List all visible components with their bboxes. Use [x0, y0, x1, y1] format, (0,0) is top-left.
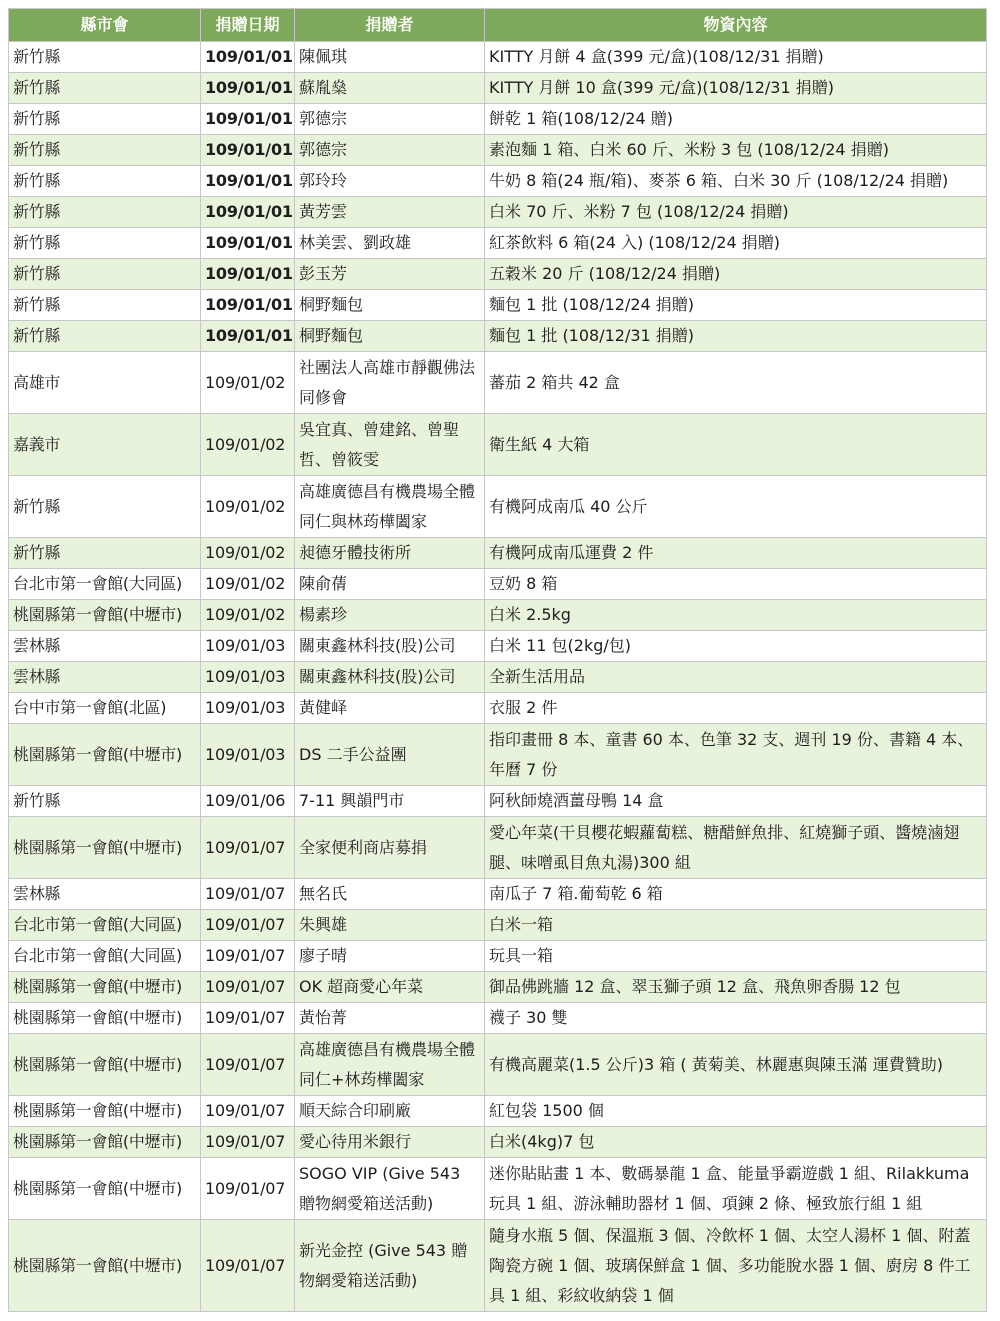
donor-cell: 朱興雄 [295, 910, 485, 941]
table-row [9, 1096, 987, 1127]
date-cell: 109/01/07 [201, 941, 295, 972]
donor-cell: DS 二手公益團 [295, 724, 485, 786]
date-cell: 109/01/02 [201, 352, 295, 414]
donation-table [8, 8, 987, 1312]
county-cell: 桃園縣第一會館(中壢市) [9, 1127, 201, 1158]
items-cell: 全新生活用品 [485, 662, 987, 693]
donor-cell: 楊素珍 [295, 600, 485, 631]
donor-cell: 高雄廣德昌有機農場全體同仁與林荺樺闔家 [295, 476, 485, 538]
county-cell: 新竹縣 [9, 135, 201, 166]
county-cell: 台北市第一會館(大同區) [9, 941, 201, 972]
donor-cell: 高雄廣德昌有機農場全體同仁+林荺樺闔家 [295, 1034, 485, 1096]
date-cell: 109/01/06 [201, 786, 295, 817]
items-cell: 牛奶 8 箱(24 瓶/箱)、麥茶 6 箱、白米 30 斤 (108/12/24 捐贈) [485, 166, 987, 197]
date-cell: 109/01/01 [201, 321, 295, 352]
items-cell: 豆奶 8 箱 [485, 569, 987, 600]
date-cell: 109/01/01 [201, 290, 295, 321]
county-cell: 新竹縣 [9, 42, 201, 73]
table-row [9, 693, 987, 724]
date-cell: 109/01/03 [201, 724, 295, 786]
date-cell: 109/01/03 [201, 631, 295, 662]
items-cell: 指印畫冊 8 本、童書 60 本、色筆 32 支、週刊 19 份、書籍 4 本、年曆 7 份 [485, 724, 987, 786]
county-cell: 桃園縣第一會館(中壢市) [9, 1220, 201, 1312]
items-cell: 愛心年菜(干貝櫻花蝦蘿蔔糕、糖醋鮮魚排、紅燒獅子頭、醬燒滷翅腿、味噌虱目魚丸湯)300 組 [485, 817, 987, 879]
items-cell: KITTY 月餅 4 盒(399 元/盒)(108/12/31 捐贈) [485, 42, 987, 73]
table-row [9, 166, 987, 197]
items-cell: 有機阿成南瓜 40 公斤 [485, 476, 987, 538]
table-row [9, 941, 987, 972]
county-cell: 雲林縣 [9, 879, 201, 910]
donor-cell: 郭德宗 [295, 135, 485, 166]
table-row [9, 1003, 987, 1034]
table-row [9, 135, 987, 166]
items-cell: 白米(4kg)7 包 [485, 1127, 987, 1158]
date-cell: 109/01/02 [201, 414, 295, 476]
donor-cell: 黃芳雲 [295, 197, 485, 228]
date-cell: 109/01/01 [201, 73, 295, 104]
date-cell: 109/01/01 [201, 166, 295, 197]
table-header-row [9, 9, 987, 42]
date-cell: 109/01/07 [201, 1127, 295, 1158]
table-row [9, 290, 987, 321]
donor-cell: 新光金控 (Give 543 贈物網愛箱送活動) [295, 1220, 485, 1312]
county-cell: 新竹縣 [9, 786, 201, 817]
donor-cell: 愛心待用米銀行 [295, 1127, 485, 1158]
county-cell: 桃園縣第一會館(中壢市) [9, 817, 201, 879]
date-cell: 109/01/01 [201, 135, 295, 166]
table-row [9, 197, 987, 228]
county-cell: 新竹縣 [9, 73, 201, 104]
table-row [9, 910, 987, 941]
items-cell: 五穀米 20 斤 (108/12/24 捐贈) [485, 259, 987, 290]
date-cell: 109/01/02 [201, 569, 295, 600]
donor-cell: 桐野麵包 [295, 321, 485, 352]
donor-cell: 廖子晴 [295, 941, 485, 972]
date-cell: 109/01/07 [201, 1220, 295, 1312]
donor-cell: 林美雲、劉政雄 [295, 228, 485, 259]
items-cell: 有機阿成南瓜運費 2 件 [485, 538, 987, 569]
county-cell: 台中市第一會館(北區) [9, 693, 201, 724]
table-row [9, 104, 987, 135]
county-cell: 新竹縣 [9, 259, 201, 290]
items-cell: KITTY 月餅 10 盒(399 元/盒)(108/12/31 捐贈) [485, 73, 987, 104]
date-cell: 109/01/07 [201, 1034, 295, 1096]
table-row [9, 879, 987, 910]
county-cell: 桃園縣第一會館(中壢市) [9, 1096, 201, 1127]
items-cell: 有機高麗菜(1.5 公斤)3 箱 ( 黃菊美、林麗惠與陳玉滿 運費贊助) [485, 1034, 987, 1096]
items-cell: 御品佛跳牆 12 盒、翠玉獅子頭 12 盒、飛魚卵香腸 12 包 [485, 972, 987, 1003]
table-row [9, 352, 987, 414]
county-cell: 新竹縣 [9, 321, 201, 352]
date-cell: 109/01/07 [201, 972, 295, 1003]
donor-cell: 陳俞蒨 [295, 569, 485, 600]
table-row [9, 73, 987, 104]
items-cell: 隨身水瓶 5 個、保溫瓶 3 個、冷飲杯 1 個、太空人湯杯 1 個、附蓋陶瓷方碗 1 個、玻璃保鮮盒 1 個、多功能脫水器 1 個、廚房 8 件工具 1 組、彩紋收納袋 1 個 [485, 1220, 987, 1312]
date-cell: 109/01/07 [201, 1003, 295, 1034]
date-cell: 109/01/02 [201, 600, 295, 631]
county-cell: 新竹縣 [9, 228, 201, 259]
county-cell: 新竹縣 [9, 104, 201, 135]
table-row [9, 1034, 987, 1096]
table-row [9, 476, 987, 538]
items-cell: 素泡麵 1 箱、白米 60 斤、米粉 3 包 (108/12/24 捐贈) [485, 135, 987, 166]
county-cell: 桃園縣第一會館(中壢市) [9, 600, 201, 631]
donor-cell: 無名氏 [295, 879, 485, 910]
county-cell: 桃園縣第一會館(中壢市) [9, 724, 201, 786]
donor-cell: 關東鑫林科技(股)公司 [295, 631, 485, 662]
date-cell: 109/01/07 [201, 817, 295, 879]
donor-cell: 桐野麵包 [295, 290, 485, 321]
donor-cell: 社團法人高雄市靜觀佛法同修會 [295, 352, 485, 414]
table-row [9, 1127, 987, 1158]
date-cell: 109/01/01 [201, 259, 295, 290]
donor-cell: 關東鑫林科技(股)公司 [295, 662, 485, 693]
date-cell: 109/01/02 [201, 538, 295, 569]
county-cell: 高雄市 [9, 352, 201, 414]
date-cell: 109/01/07 [201, 1158, 295, 1220]
county-cell: 桃園縣第一會館(中壢市) [9, 1158, 201, 1220]
items-cell: 玩具一箱 [485, 941, 987, 972]
table-row [9, 786, 987, 817]
donor-cell: OK 超商愛心年菜 [295, 972, 485, 1003]
donor-cell: 吳宜真、曾建銘、曾聖哲、曾筱雯 [295, 414, 485, 476]
table-row [9, 414, 987, 476]
table-row [9, 228, 987, 259]
date-cell: 109/01/01 [201, 228, 295, 259]
date-cell: 109/01/01 [201, 42, 295, 73]
items-cell: 衛生紙 4 大箱 [485, 414, 987, 476]
table-row [9, 600, 987, 631]
items-cell: 白米 11 包(2kg/包) [485, 631, 987, 662]
date-cell: 109/01/07 [201, 910, 295, 941]
date-cell: 109/01/07 [201, 1096, 295, 1127]
county-cell: 新竹縣 [9, 166, 201, 197]
header-donor: 捐贈者 [295, 9, 485, 42]
date-cell: 109/01/02 [201, 476, 295, 538]
header-county: 縣市會 [9, 9, 201, 42]
county-cell: 雲林縣 [9, 631, 201, 662]
table-row [9, 631, 987, 662]
county-cell: 新竹縣 [9, 290, 201, 321]
county-cell: 桃園縣第一會館(中壢市) [9, 1034, 201, 1096]
items-cell: 紅茶飲料 6 箱(24 入) (108/12/24 捐贈) [485, 228, 987, 259]
items-cell: 麵包 1 批 (108/12/31 捐贈) [485, 321, 987, 352]
date-cell: 109/01/03 [201, 693, 295, 724]
donor-cell: 7-11 興韻門市 [295, 786, 485, 817]
date-cell: 109/01/03 [201, 662, 295, 693]
header-date: 捐贈日期 [201, 9, 295, 42]
donor-cell: 陳佩琪 [295, 42, 485, 73]
county-cell: 新竹縣 [9, 197, 201, 228]
table-row [9, 321, 987, 352]
date-cell: 109/01/01 [201, 197, 295, 228]
table-row [9, 1220, 987, 1312]
table-row [9, 42, 987, 73]
table-row [9, 724, 987, 786]
items-cell: 白米 70 斤、米粉 7 包 (108/12/24 捐贈) [485, 197, 987, 228]
items-cell: 麵包 1 批 (108/12/24 捐贈) [485, 290, 987, 321]
items-cell: 迷你貼貼畫 1 本、數碼暴龍 1 盒、能量爭霸遊戲 1 組、Rilakkuma 玩具 1 組、游泳輔助器材 1 個、項鍊 2 條、極致旅行組 1 組 [485, 1158, 987, 1220]
date-cell: 109/01/01 [201, 104, 295, 135]
county-cell: 桃園縣第一會館(中壢市) [9, 1003, 201, 1034]
items-cell: 阿秋師燒酒薑母鴨 14 盒 [485, 786, 987, 817]
donor-cell: 黃怡菁 [295, 1003, 485, 1034]
date-cell: 109/01/07 [201, 879, 295, 910]
county-cell: 嘉義市 [9, 414, 201, 476]
county-cell: 雲林縣 [9, 662, 201, 693]
table-row [9, 259, 987, 290]
county-cell: 桃園縣第一會館(中壢市) [9, 972, 201, 1003]
table-row [9, 817, 987, 879]
donor-cell: 順天綜合印刷廠 [295, 1096, 485, 1127]
county-cell: 台北市第一會館(大同區) [9, 910, 201, 941]
donor-cell: 蘇胤燊 [295, 73, 485, 104]
table-row [9, 972, 987, 1003]
table-row [9, 569, 987, 600]
items-cell: 白米 2.5kg [485, 600, 987, 631]
items-cell: 白米一箱 [485, 910, 987, 941]
header-items: 物資內容 [485, 9, 987, 42]
county-cell: 台北市第一會館(大同區) [9, 569, 201, 600]
donor-cell: 彭玉芳 [295, 259, 485, 290]
county-cell: 新竹縣 [9, 476, 201, 538]
table-row [9, 538, 987, 569]
items-cell: 衣服 2 件 [485, 693, 987, 724]
table-row [9, 662, 987, 693]
items-cell: 南瓜子 7 箱.葡萄乾 6 箱 [485, 879, 987, 910]
donor-cell: 黃健峄 [295, 693, 485, 724]
donor-cell: 郭玲玲 [295, 166, 485, 197]
county-cell: 新竹縣 [9, 538, 201, 569]
items-cell: 紅包袋 1500 個 [485, 1096, 987, 1127]
donor-cell: 全家便利商店募捐 [295, 817, 485, 879]
items-cell: 餅乾 1 箱(108/12/24 贈) [485, 104, 987, 135]
donor-cell: SOGO VIP (Give 543 贈物網愛箱送活動) [295, 1158, 485, 1220]
donor-cell: 郭德宗 [295, 104, 485, 135]
items-cell: 蕃茄 2 箱共 42 盒 [485, 352, 987, 414]
table-row [9, 1158, 987, 1220]
donor-cell: 昶德牙體技術所 [295, 538, 485, 569]
items-cell: 襪子 30 雙 [485, 1003, 987, 1034]
